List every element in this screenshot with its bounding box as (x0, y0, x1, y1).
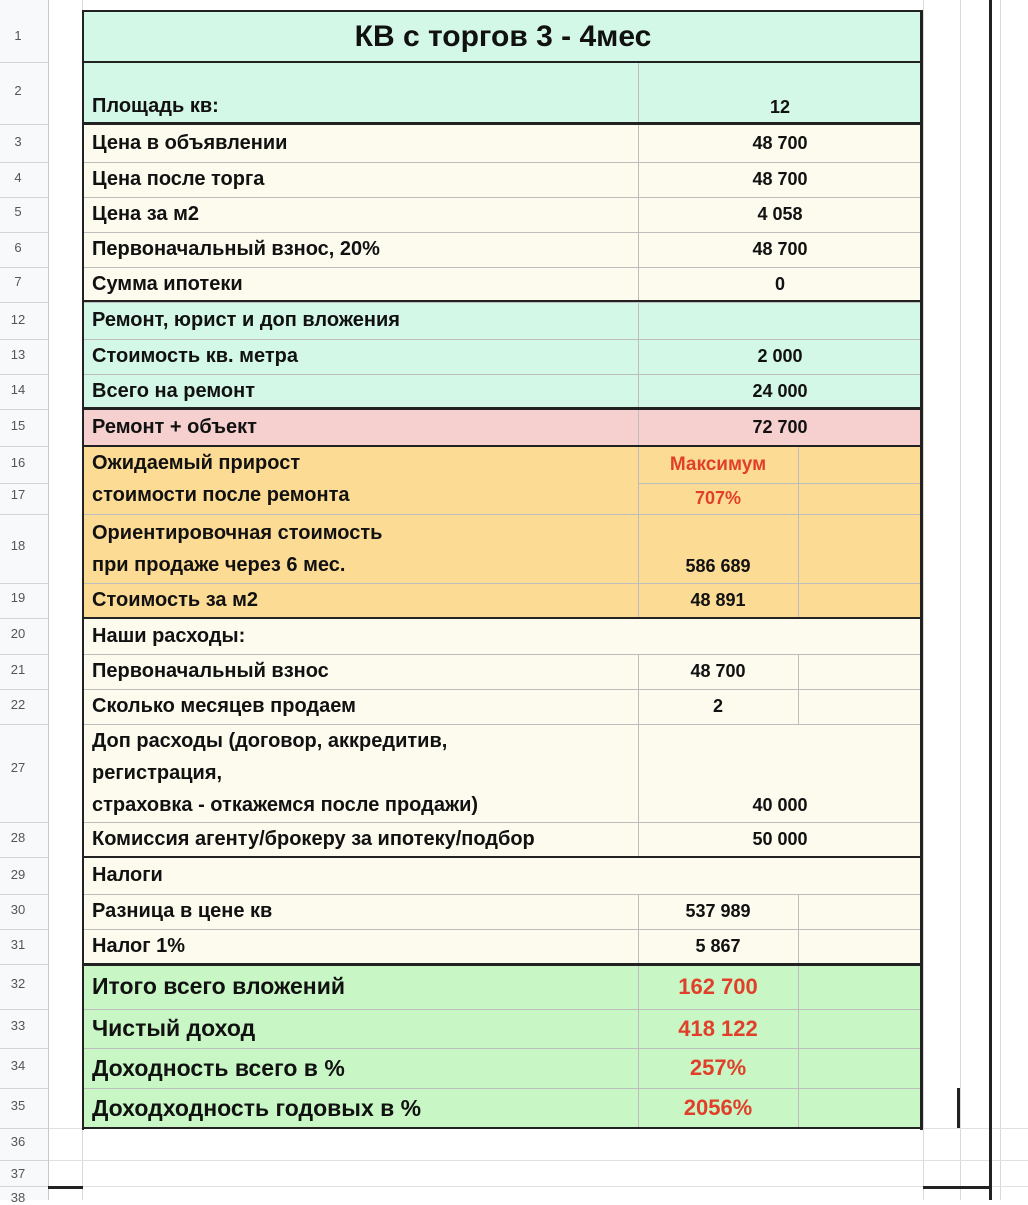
row-number[interactable]: 2 (14, 83, 22, 98)
empty-cell[interactable] (798, 483, 922, 514)
empty-cell[interactable] (798, 1088, 922, 1128)
estimated-sale-line2: при продаже через 6 мес. (92, 554, 346, 576)
total-renovation-label[interactable]: Всего на ремонт (84, 374, 638, 409)
row-number[interactable]: 19 (10, 590, 26, 605)
area-label[interactable]: Площадь кв: (84, 62, 638, 124)
extra-expenses-line1: Доп расходы (договор, аккредитив, (92, 730, 448, 752)
row-number[interactable]: 3 (14, 134, 22, 149)
expected-growth-line1: Ожидаемый прирост (92, 452, 301, 474)
mortgage-sum-label[interactable]: Сумма ипотеки (84, 267, 638, 302)
taxes-label[interactable]: Налоги (84, 857, 922, 894)
empty-cell[interactable] (798, 514, 922, 583)
empty-cell[interactable] (798, 894, 922, 929)
extra-expenses-line2: регистрация, (92, 762, 223, 784)
row-number[interactable]: 28 (10, 830, 26, 845)
row-number[interactable]: 21 (10, 662, 26, 677)
our-expenses-label[interactable]: Наши расходы: (84, 618, 922, 654)
row-number[interactable]: 36 (10, 1134, 26, 1149)
row-number[interactable]: 13 (10, 347, 26, 362)
empty-cell[interactable] (798, 964, 922, 1009)
expected-growth-line2: стоимости после ремонта (92, 484, 350, 506)
estimated-sale-value[interactable]: 586 689 (638, 514, 798, 583)
tax-1-value[interactable]: 5 867 (638, 929, 798, 964)
row-number[interactable]: 29 (10, 867, 26, 882)
total-yield-value[interactable]: 257% (638, 1048, 798, 1088)
total-yield-label[interactable]: Доходность всего в % (84, 1048, 638, 1088)
mortgage-sum-value[interactable]: 0 (638, 267, 922, 302)
row-number[interactable]: 5 (14, 204, 22, 219)
price-per-m2-label[interactable]: Цена за м2 (84, 197, 638, 232)
row-number[interactable]: 32 (10, 976, 26, 991)
row-number[interactable]: 20 (10, 626, 26, 641)
row-header-column (0, 0, 49, 1205)
months-selling-label[interactable]: Сколько месяцев продаем (84, 689, 638, 724)
estimated-sale-label[interactable] (84, 514, 638, 583)
expected-growth-label[interactable] (84, 446, 638, 514)
row-number[interactable]: 22 (10, 697, 26, 712)
renovation-plus-object-value[interactable]: 72 700 (638, 409, 922, 446)
empty-cell[interactable] (798, 689, 922, 724)
row-number[interactable]: 38 (10, 1190, 26, 1205)
row-number[interactable]: 31 (10, 937, 26, 952)
commission-label[interactable]: Комиссия агенту/брокеру за ипотеку/подбор (84, 822, 638, 857)
row-number[interactable]: 6 (14, 240, 22, 255)
renovation-header-empty[interactable] (638, 302, 922, 339)
empty-cell[interactable] (798, 654, 922, 689)
expected-growth-max-label[interactable]: Максимум (638, 446, 798, 483)
initial-payment-value[interactable]: 48 700 (638, 654, 798, 689)
expected-growth-value[interactable]: 707% (638, 483, 798, 514)
cost-per-m2-sale-label[interactable]: Стоимость за м2 (84, 583, 638, 618)
row-number[interactable]: 12 (10, 312, 26, 327)
empty-cell[interactable] (798, 1009, 922, 1048)
row-number[interactable]: 4 (14, 170, 22, 185)
price-difference-value[interactable]: 537 989 (638, 894, 798, 929)
empty-cell[interactable] (798, 446, 922, 483)
row-number[interactable]: 18 (10, 538, 26, 553)
net-income-value[interactable]: 418 122 (638, 1009, 798, 1048)
price-difference-label[interactable]: Разница в цене кв (84, 894, 638, 929)
commission-value[interactable]: 50 000 (638, 822, 922, 857)
extra-expenses-label[interactable] (84, 724, 638, 822)
down-payment-value[interactable]: 48 700 (638, 232, 922, 267)
row-number[interactable]: 30 (10, 902, 26, 917)
row-number[interactable]: 7 (14, 274, 22, 289)
price-after-bargain-value[interactable]: 48 700 (638, 162, 922, 197)
extra-expenses-value[interactable]: 40 000 (638, 724, 922, 822)
estimated-sale-line1: Ориентировочная стоимость (92, 522, 383, 544)
price-per-m2-value[interactable]: 4 058 (638, 197, 922, 232)
row-number[interactable]: 14 (10, 382, 26, 397)
table-title[interactable]: КВ с торгов 3 - 4мес (84, 12, 922, 62)
row-number[interactable]: 37 (10, 1166, 26, 1181)
annual-yield-value[interactable]: 2056% (638, 1088, 798, 1128)
listing-price-value[interactable]: 48 700 (638, 124, 922, 162)
annual-yield-label[interactable]: Доходходность годовых в % (84, 1088, 638, 1128)
empty-cell[interactable] (798, 583, 922, 618)
renovation-plus-object-label[interactable]: Ремонт + объект (84, 409, 638, 446)
listing-price-label[interactable]: Цена в объявлении (84, 124, 638, 162)
cost-per-m2-label[interactable]: Стоимость кв. метра (84, 339, 638, 374)
row-number[interactable]: 27 (10, 760, 26, 775)
renovation-header-label[interactable]: Ремонт, юрист и доп вложения (84, 302, 638, 339)
total-investment-value[interactable]: 162 700 (638, 964, 798, 1009)
row-number[interactable]: 35 (10, 1098, 26, 1113)
empty-cell[interactable] (798, 929, 922, 964)
row-number[interactable]: 33 (10, 1018, 26, 1033)
row-number[interactable]: 34 (10, 1058, 26, 1073)
row-number[interactable]: 16 (10, 455, 26, 470)
empty-cell[interactable] (798, 1048, 922, 1088)
total-investment-label[interactable]: Итого всего вложений (84, 964, 638, 1009)
extra-expenses-line3: страховка - откажемся после продажи) (92, 794, 479, 816)
price-after-bargain-label[interactable]: Цена после торга (84, 162, 638, 197)
row-number[interactable]: 1 (14, 28, 22, 43)
row-number[interactable]: 15 (10, 418, 26, 433)
net-income-label[interactable]: Чистый доход (84, 1009, 638, 1048)
cost-per-m2-sale-value[interactable]: 48 891 (638, 583, 798, 618)
tax-1-label[interactable]: Налог 1% (84, 929, 638, 964)
initial-payment-label[interactable]: Первоначальный взнос (84, 654, 638, 689)
area-value[interactable]: 12 (638, 62, 922, 124)
cost-per-m2-value[interactable]: 2 000 (638, 339, 922, 374)
months-selling-value[interactable]: 2 (638, 689, 798, 724)
row-number[interactable]: 17 (10, 487, 26, 502)
total-renovation-value[interactable]: 24 000 (638, 374, 922, 409)
down-payment-label[interactable]: Первоначальный взнос, 20% (84, 232, 638, 267)
